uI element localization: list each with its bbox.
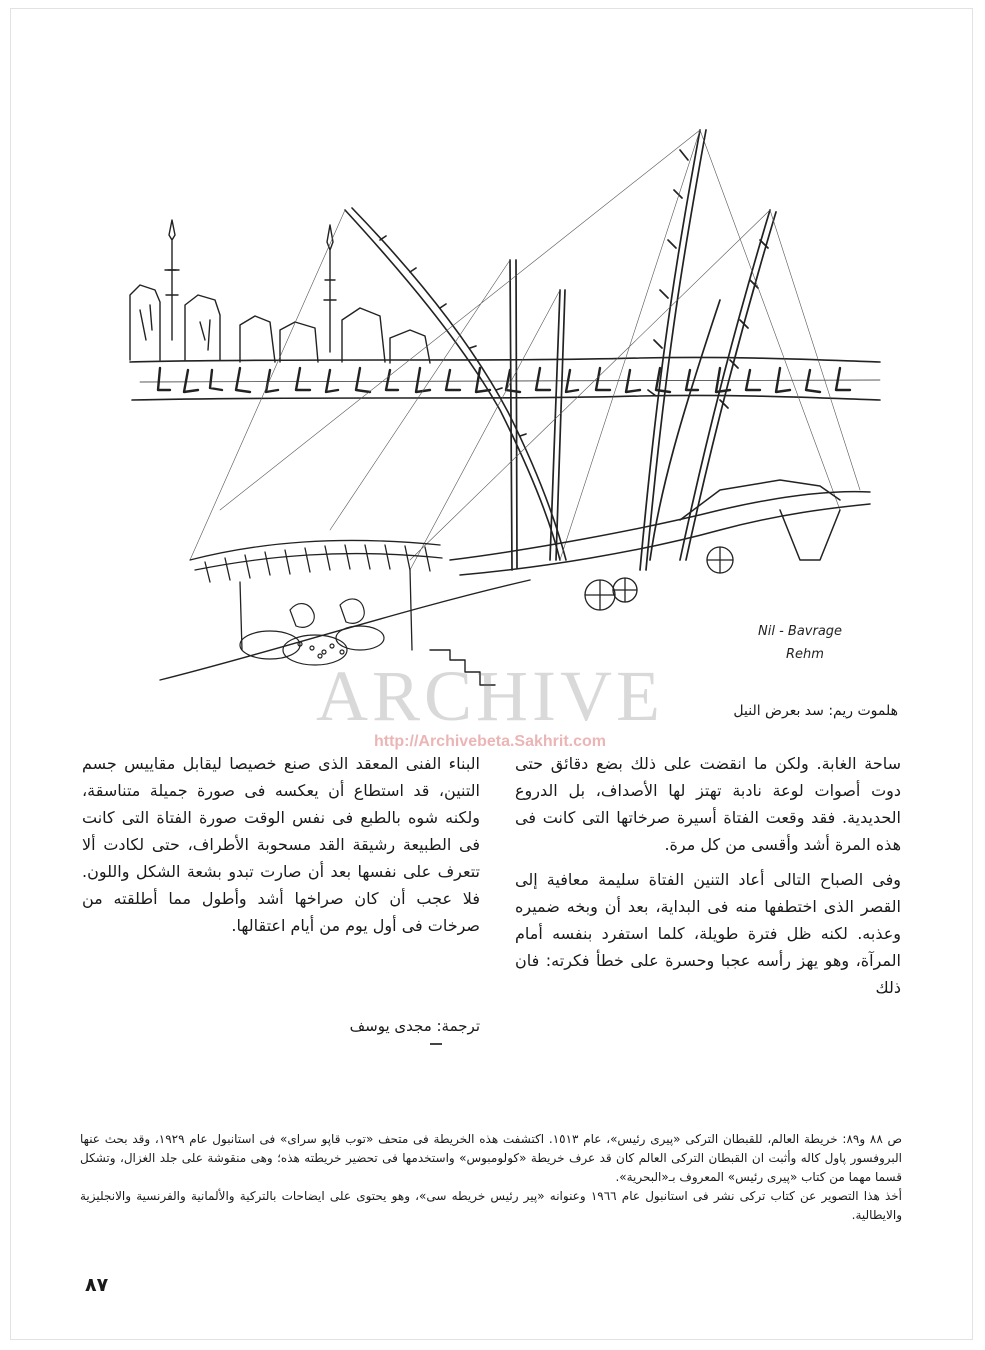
paragraph: وفى الصباح التالى أعاد التنين الفتاة سليمة معافية إلى القصر الذى اختطفها منه فى البداية، بعد أن وبخه ضميره وعذبه. لكنه ظل فترة طويلة، كلما استفرد بنفسه أمام المرآة، وهو يهز رأسه عجبا وحسرة على خطأ فكرته: فان ذلك: [515, 870, 901, 997]
barrage-wall: [130, 357, 880, 400]
cart-wheels: [585, 547, 733, 610]
market-figures: [240, 599, 384, 665]
text-column-right: [515, 750, 901, 1009]
artist-signature-2: Rehm: [786, 647, 824, 662]
artist-signature: Nil - Bavrage: [758, 624, 843, 639]
section-divider: [430, 1043, 442, 1045]
felucca-sail-left: [345, 208, 566, 560]
boat-hulls: [450, 480, 870, 575]
skyline: [130, 220, 430, 363]
watermark-logo: ARCHIVE: [316, 656, 664, 736]
footnote-paragraph: أخذ هذا التصوير عن كتاب تركى نشر فى استانبول عام ١٩٦٦ وعنوانه «پير رئيس خريطه سى»، وهو يحتوى على ايضاحات بالتركية والألمانية والفرنسية والانجليزية والايطالية.: [80, 1189, 902, 1222]
rigging: [190, 130, 860, 570]
illustration-caption: هلموت ريم: سد بعرض النيل: [733, 703, 898, 719]
translator-credit: ترجمة: مجدى يوسف: [349, 1017, 480, 1035]
footnote-paragraph: ص ٨٨ و٨٩: خريطة العالم، للقبطان التركى «پيرى رئيس»، عام ١٥١٣. اكتشفت هذه الخريطة فى متحف «توب قاپو سراى» فى استانبول عام ١٩٢٩، وقد بحث عنها البروفسور پاول كاله وأثبت ان القبطان التركى العالم كان قد عرف خريطة «كولومبوس» واستخدمها فى تحضير خريطته هذه؛ وهى منقوشة على جلد الغزال، وتشكل قسما مهما من كتاب «پيرى رئيس» المعروف بـ«البحرية».: [80, 1132, 903, 1184]
barrage-arches: [158, 368, 850, 392]
text-column-left: [82, 750, 480, 947]
paragraph: ساحة الغابة. ولكن ما انقضت على ذلك بضع دقائق حتى دوت أصوات لوعة نادبة تهتز لها الأصداف، بل الدروع الحديدية. فقد وقعت الفتاة أسيرة صرخاتها التى كانت فى هذه المرة أشد وأقسى من كل مرة.: [515, 754, 901, 854]
watermark-url: http://Archivebeta.Sakhrit.com: [373, 733, 607, 750]
quay-steps: [160, 580, 530, 685]
nile-barrage-sketch: [80, 90, 900, 700]
felucca-masts: [510, 130, 776, 570]
footnote: [80, 1130, 902, 1225]
market-awning: [190, 540, 442, 650]
paragraph: البناء الفنى المعقد الذى صنع خصيصا ليقابل مقاييس جسم التنين، قد استطاع أن يعكسه فى صورة جميلة متناسقة، ولكنه شوه بالطبع فى نفس الوقت صورة الفتاة التى كانت فى الطبيعة رشيقة القد مسحوبة الأطراف، حتى لكادت ألا تتعرف على نفسها بعد أن صارت تبدو بشعة الشكل واللون. فلا عجب أن كان صراخها أشد وأطول مما أطلقته من صرخات فى أول يوم من أيام اعتقالها.: [82, 754, 480, 935]
page-number: ٨٧: [85, 1274, 109, 1296]
